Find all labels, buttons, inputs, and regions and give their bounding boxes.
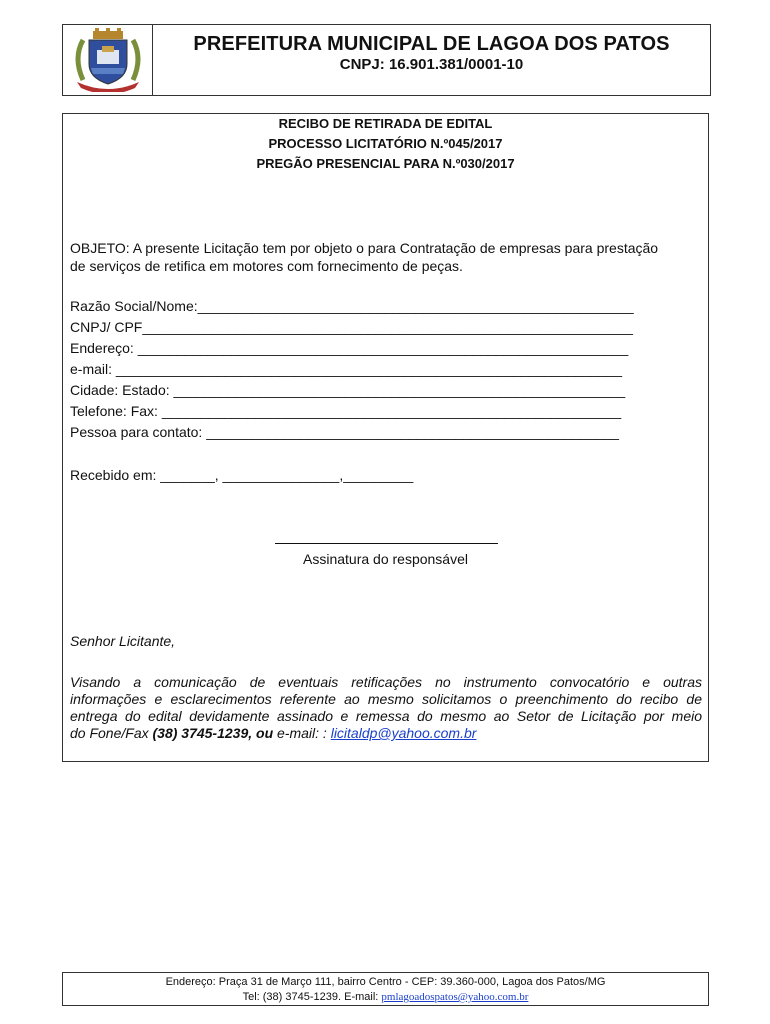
greeting: Senhor Licitante,: [70, 633, 176, 649]
auction-number: PREGÃO PRESENCIAL PARA N.º030/2017: [256, 156, 515, 171]
receipt-title: RECIBO DE RETIRADA DE EDITAL: [278, 116, 493, 131]
footer-contact: [63, 990, 708, 1005]
notice-prefix: do Fone/Fax: [70, 725, 153, 741]
process-number: PROCESSO LICITATÓRIO N.º045/2017: [268, 136, 503, 151]
municipality-cnpj: CNPJ: 16.901.381/0001-10: [339, 56, 524, 73]
field-recebido-em[interactable]: Recebido em: _______, _______________,_________: [70, 467, 414, 483]
field-cidade-estado[interactable]: Cidade: Estado: __________________________________________________________: [70, 382, 626, 398]
objeto-line: de serviços de retifica em motores com fornecimento de peças.: [70, 258, 463, 274]
notice-phone: (38) 3745-1239, ou: [152, 725, 274, 741]
municipal-coat-of-arms: [63, 25, 153, 95]
field-email[interactable]: e-mail: _________________________________________________________________: [70, 361, 622, 377]
letterhead: [62, 24, 711, 96]
receipt-form: [62, 113, 709, 762]
notice-line: informações e esclarecimentos referente ao mesmo solicitamos o preenchimento do recibo de: [70, 691, 702, 707]
notice-email-link[interactable]: licitaldp@yahoo.com.br: [330, 725, 477, 741]
notice-line: entrega do edital devidamente assinado e remessa do mesmo ao Setor de Licitação por meio: [70, 708, 702, 724]
field-cnpj-cpf[interactable]: CNPJ/ CPF_______________________________________________________________: [70, 319, 633, 335]
footer-address: Endereço: Praça 31 de Março 111, bairro Centro - CEP: 39.360-000, Lagoa dos Patos/MG: [165, 976, 606, 988]
footer-tel: Tel: (38) 3745-1239. E-mail:: [242, 991, 382, 1003]
footer: [62, 972, 709, 1006]
notice-email-label: e-mail: :: [273, 725, 331, 741]
field-razao-social[interactable]: Razão Social/Nome:________________________________________________________: [70, 298, 634, 314]
field-endereco[interactable]: Endereço: _______________________________________________________________: [70, 340, 629, 356]
objeto-paragraph: [70, 239, 702, 275]
notice-line: [70, 725, 702, 742]
objeto-line: OBJETO: A presente Licitação tem por objeto o para Contratação de empresas para prestação: [70, 240, 659, 256]
signature-label: Assinatura do responsável: [303, 551, 468, 567]
notice-line: Visando a comunicação de eventuais retificações no instrumento convocatório e outras: [70, 674, 702, 690]
field-telefone-fax[interactable]: Telefone: Fax: ___________________________________________________________: [70, 403, 622, 419]
signature-line[interactable]: [275, 543, 498, 544]
footer-email-link[interactable]: pmlagoadospatos@yahoo.com.br: [381, 991, 529, 1003]
municipality-title: PREFEITURA MUNICIPAL DE LAGOA DOS PATOS: [193, 33, 670, 55]
notice-paragraph: [70, 674, 702, 742]
field-pessoa-contato[interactable]: Pessoa para contato: _____________________________________________________: [70, 424, 619, 440]
